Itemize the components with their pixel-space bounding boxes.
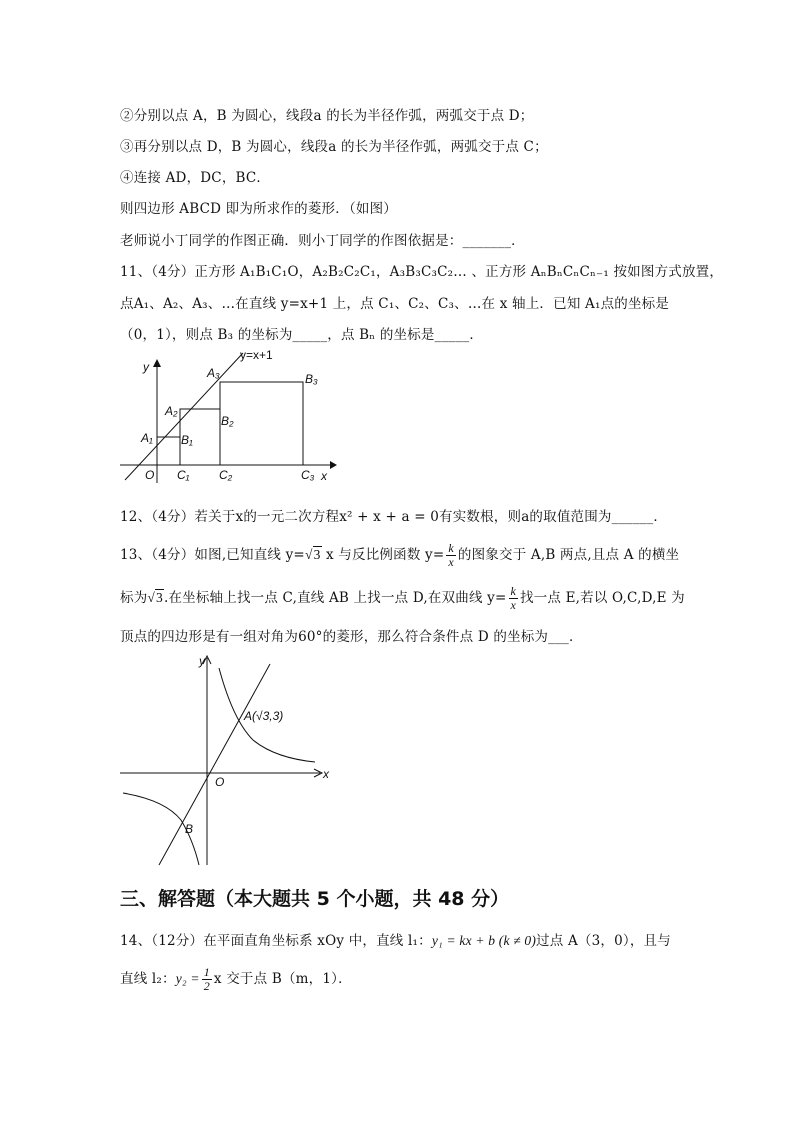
fig1-C2-label: C₂ <box>219 468 233 482</box>
fig1-B1-label: B₁ <box>181 433 193 447</box>
q11-line-3: （0，1），则点 B₃ 的坐标为_____，点 Bₙ 的坐标是_____． <box>120 327 484 343</box>
fig1-x-label: x <box>321 469 327 483</box>
fig1-A2-label: A₂ <box>165 404 178 418</box>
fig1-y-arrow <box>153 359 161 367</box>
teacher-question-text: 老师说小丁同学的作图正确．则小丁同学的作图依据是：_______． <box>120 233 525 249</box>
fig1-C1-label: C₁ <box>177 468 190 482</box>
q11-figure <box>115 345 345 490</box>
step-4-text: ④连接 AD，DC，BC． <box>120 170 271 186</box>
conclusion-text: 则四边形 ABCD 即为所求作的菱形．（如图） <box>120 201 398 217</box>
q13-sqrt-3-b: √3 <box>147 590 163 605</box>
q14-line-2-post: x 交于点 B（m，1）． <box>213 971 352 987</box>
q13-figure <box>115 650 340 870</box>
q14-line-2-pre: 直线 l₂： <box>120 971 176 987</box>
q13-line-1 <box>120 542 679 569</box>
q13-line-1-post: 的图象交于 A,B 两点,且点 A 的横坐 <box>457 547 680 563</box>
fig1-line-label: y=x+1 <box>240 348 273 362</box>
fig2-point-A-label: A(√3,3) <box>244 709 284 723</box>
fig2-point-B-label: B <box>185 822 194 836</box>
q12-text: 12、（4分）若关于x的一元二次方程x² + x + a = 0有实数根，则a的取值范围为______． <box>120 509 668 525</box>
fig1-A1-label: A₁ <box>141 431 153 445</box>
q14-fraction-half: $\frac{1}{2}$ <box>203 965 210 993</box>
fig1-x-arrow <box>330 461 337 469</box>
q13-line-1-pre: 13、（4分）如图,已知直线 y= <box>120 547 305 563</box>
q13-line-2-mid: .在坐标轴上找一点 C,直线 AB 上找一点 D,在双曲线 y= <box>163 590 507 606</box>
fig2-y-label: y <box>199 654 205 668</box>
step-3-text: ③再分别以点 D，B 为圆心，线段a 的长为半径作弧，两弧交于点 C； <box>120 139 548 155</box>
fig1-C3-label: C₃ <box>301 468 315 482</box>
q14-equation-l1: y₁ = kx + b (k ≠ 0) <box>431 933 537 948</box>
fig1-y-label: y <box>143 360 149 374</box>
q13-line-3: 顶点的四边形是有一组对角为60°的菱形，那么符合条件点 D 的坐标为___． <box>120 629 583 645</box>
fig1-A3-label: A₃ <box>207 366 220 380</box>
fig2-x-label: x <box>323 767 329 781</box>
q14-line-1 <box>120 929 671 949</box>
fig2-origin-label: O <box>215 775 225 789</box>
section-heading: 三、解答题（本大题共 5 个小题，共 48 分） <box>120 888 510 910</box>
fig2-line <box>159 664 270 865</box>
q13-sqrt-3: √3 <box>304 547 321 562</box>
q13-line-2 <box>120 585 685 612</box>
q11-line-2: 点A₁、A₂、A₃、…在直线 y=x+1 上，点 C₁、C₂、C₃、…在 x 轴上．已知 A₁点的坐标是 <box>120 296 670 312</box>
q13-line-1-mid: x 与反比例函数 y= <box>326 547 445 563</box>
q13-fraction-k-over-x: $\frac{k}{x}$ <box>448 541 454 569</box>
fig1-B2-label: B₂ <box>221 414 234 428</box>
q13-line-2-pre: 标为 <box>120 590 148 606</box>
q13-fraction-k-over-x-b: $\frac{k}{x}$ <box>510 584 517 612</box>
fig1-B3-label: B₃ <box>305 372 318 386</box>
q14-line-2 <box>120 966 352 993</box>
q13-line-2-post: 找一点 E,若以 O,C,D,E 为 <box>520 590 685 606</box>
step-2-text: ②分别以点 A，B 为圆心，线段a 的长为半径作弧，两弧交于点 D； <box>120 108 534 124</box>
q11-line-1: 11、（4分）正方形 A₁B₁C₁O，A₂B₂C₂C₁，A₃B₃C₃C₂… 、正方形 AₙBₙCₙCₙ₋₁ 按如图方式放置， <box>120 264 724 280</box>
q14-line-1-pre: 14、（12分）在平面直角坐标系 xOy 中，直线 l₁： <box>120 933 432 949</box>
q14-line-1-post: 过点 A（3，0），且与 <box>536 933 671 949</box>
q14-equation-l2: y₂ = <box>175 971 200 986</box>
fig1-origin-label: O <box>145 468 155 482</box>
